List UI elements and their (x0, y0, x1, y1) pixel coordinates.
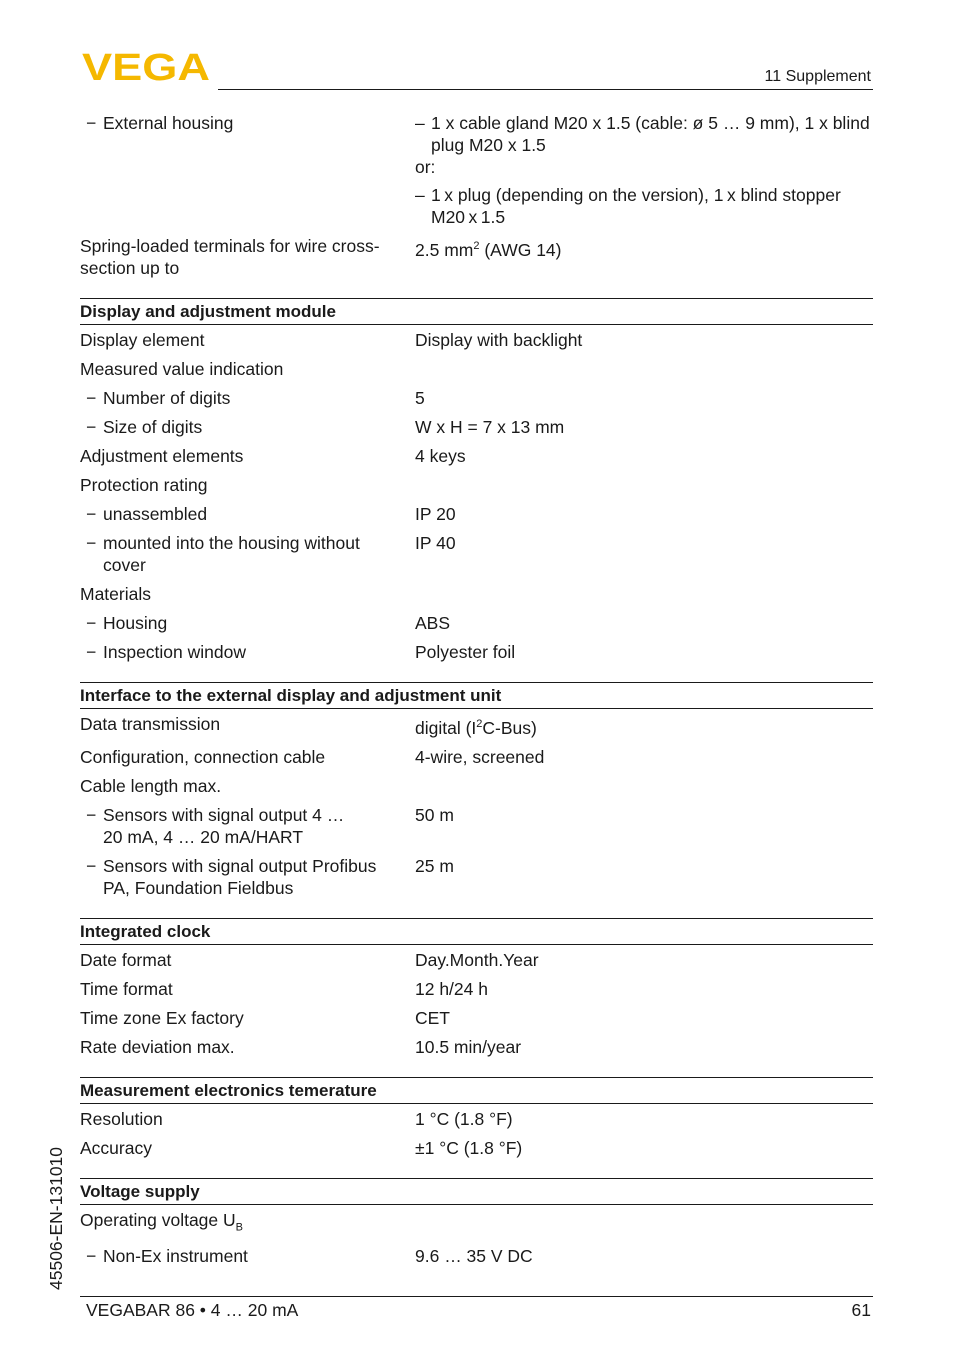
section-integrated-clock (80, 918, 873, 1058)
spec-row: Cable length max. (80, 775, 222, 796)
spec-row: Display element Display with backlight (80, 330, 583, 350)
section-interface (80, 682, 873, 899)
row-label: External housing (103, 113, 234, 133)
section-display-module (80, 298, 873, 663)
row-value: 2.5 $mm^2$ (AWG 14) (415, 239, 562, 260)
section-electronics-temperature (80, 1077, 873, 1159)
footer-divider (80, 1296, 873, 1297)
spec-row: − Sensors with signal output Profibus PA, Foundation Fieldbus 25 m (86, 855, 454, 898)
row-label: Spring-loaded terminals for wire cross-section up to (80, 236, 380, 278)
spec-row: Time zone Ex factory CET (80, 1007, 450, 1028)
spec-row: Materials (80, 584, 151, 604)
spec-row: Accuracy ±1 °C (1.8 °F) (80, 1137, 523, 1158)
section-title: Display and adjustment module (80, 298, 873, 325)
spec-row: Operating voltage $U_B$ (80, 1209, 243, 1234)
section-title: Integrated clock (80, 918, 873, 945)
spec-row: Resolution 1 °C (1.8 °F) (80, 1108, 513, 1129)
spec-row: Time format 12 h/24 h (80, 978, 488, 999)
svg-text:VEGA: VEGA (82, 50, 210, 82)
vega-logo (82, 50, 210, 82)
spec-row: Data transmission digital $(I^2C-Bus)$ (80, 714, 537, 738)
spec-row: Rate deviation max. 10.5 min/year (80, 1036, 522, 1057)
spec-row: − Non-Ex instrument 9.6 … 35 V DC (86, 1246, 533, 1267)
spec-row: Protection rating (80, 475, 208, 495)
footer-product: VEGABAR 86 • 4 … 20 mA (86, 1300, 299, 1320)
spec-table (80, 112, 873, 1274)
spec-row: Configuration, connection cable 4-wire, screened (80, 746, 545, 767)
spec-row: Measured value indication (80, 359, 284, 379)
dash: − (86, 113, 97, 133)
spec-row: − Inspection window Polyester foil (86, 642, 516, 662)
page-number: 61 (851, 1300, 871, 1320)
section-title: Interface to the external display and adjustment unit (80, 682, 873, 709)
spec-row: − Housing ABS (86, 613, 451, 633)
spec-row: Adjustment elements 4 keys (80, 446, 466, 466)
spec-row: − Sensors with signal output 4 … 20 mA, 4 … 20 mA/HART 50 m (86, 804, 454, 847)
spec-row-terminals (80, 235, 873, 279)
spec-row: − Number of digits 5 (86, 388, 425, 408)
row-value: 1 x cable gland M20 x 1.5 (cable: ø 5 … 9 mm), 1 x blind plug M20 x 1.5 (431, 113, 870, 155)
spec-row: − mounted into the housing without cover IP 40 (86, 533, 456, 575)
spec-row: Date format Day.Month.Year (80, 949, 539, 970)
header-divider (218, 89, 873, 90)
spec-row: − unassembled IP 20 (86, 504, 456, 524)
spec-row-external-housing: − External housing – 1 x cable gland M20 x 1.5 (cable: ø 5 … 9 mm), 1 x blind plug M20 x 1.5 or: – 1 x plug (depending on the version), 1 x blind stopper M20 x 1.5 (80, 112, 873, 228)
section-voltage-supply (80, 1178, 873, 1268)
row-value: 1 x plug (depending on the version), 1 x blind stopper M20 x 1.5 (431, 185, 841, 227)
header-section-label: 11 Supplement (764, 68, 871, 85)
spec-row: − Size of digits W x H = 7 x 13 mm (86, 417, 565, 437)
row-value: or: (415, 157, 436, 177)
section-title: Voltage supply (80, 1178, 873, 1205)
section-title: Measurement electronics temerature (80, 1077, 873, 1104)
document-code: 45506-EN-131010 (46, 1146, 66, 1290)
